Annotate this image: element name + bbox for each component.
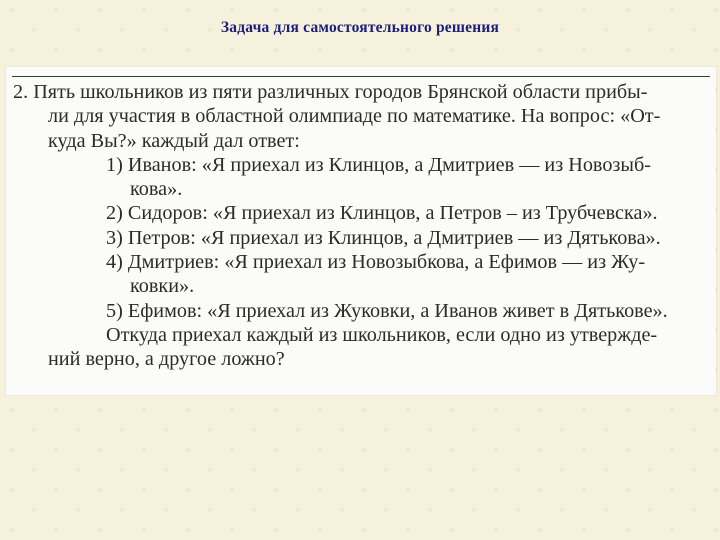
- answer-line-continuation: ковки».: [130, 275, 195, 298]
- answer-line-continuation: кова».: [130, 178, 183, 201]
- scanned-problem-image: [6, 67, 716, 395]
- problem-line: куда Вы?» каждый дал ответ:: [48, 129, 300, 152]
- answer-line: 2) Сидоров: «Я приехал из Клинцов, а Петров – из Трубчевска».: [106, 202, 658, 225]
- question-line: Откуда приехал каждый из школьников, если одно из утвержде-: [106, 323, 658, 346]
- answer-line: 4) Дмитриев: «Я приехал из Новозыбкова, а Ефимов — из Жу-: [106, 251, 646, 274]
- answer-line: 3) Петров: «Я приехал из Клинцов, а Дмитриев — из Дятькова».: [106, 226, 661, 249]
- problem-line: ли для участия в областной олимпиаде по математике. На вопрос: «От-: [48, 105, 661, 128]
- horizontal-rule: [12, 76, 710, 77]
- problem-line: 2. Пять школьников из пяти различных городов Брянской области прибы-: [13, 81, 648, 103]
- answer-line: 5) Ефимов: «Я приехал из Жуковки, а Иванов живет в Дятькове».: [106, 299, 668, 322]
- slide-title: Задача для самостоятельного решения: [220, 19, 500, 36]
- answer-line: 1) Иванов: «Я приехал из Клинцов, а Дмитриев — из Новозыб-: [106, 153, 651, 176]
- problem-text: [6, 80, 716, 372]
- question-line: ний верно, а другое ложно?: [48, 348, 285, 371]
